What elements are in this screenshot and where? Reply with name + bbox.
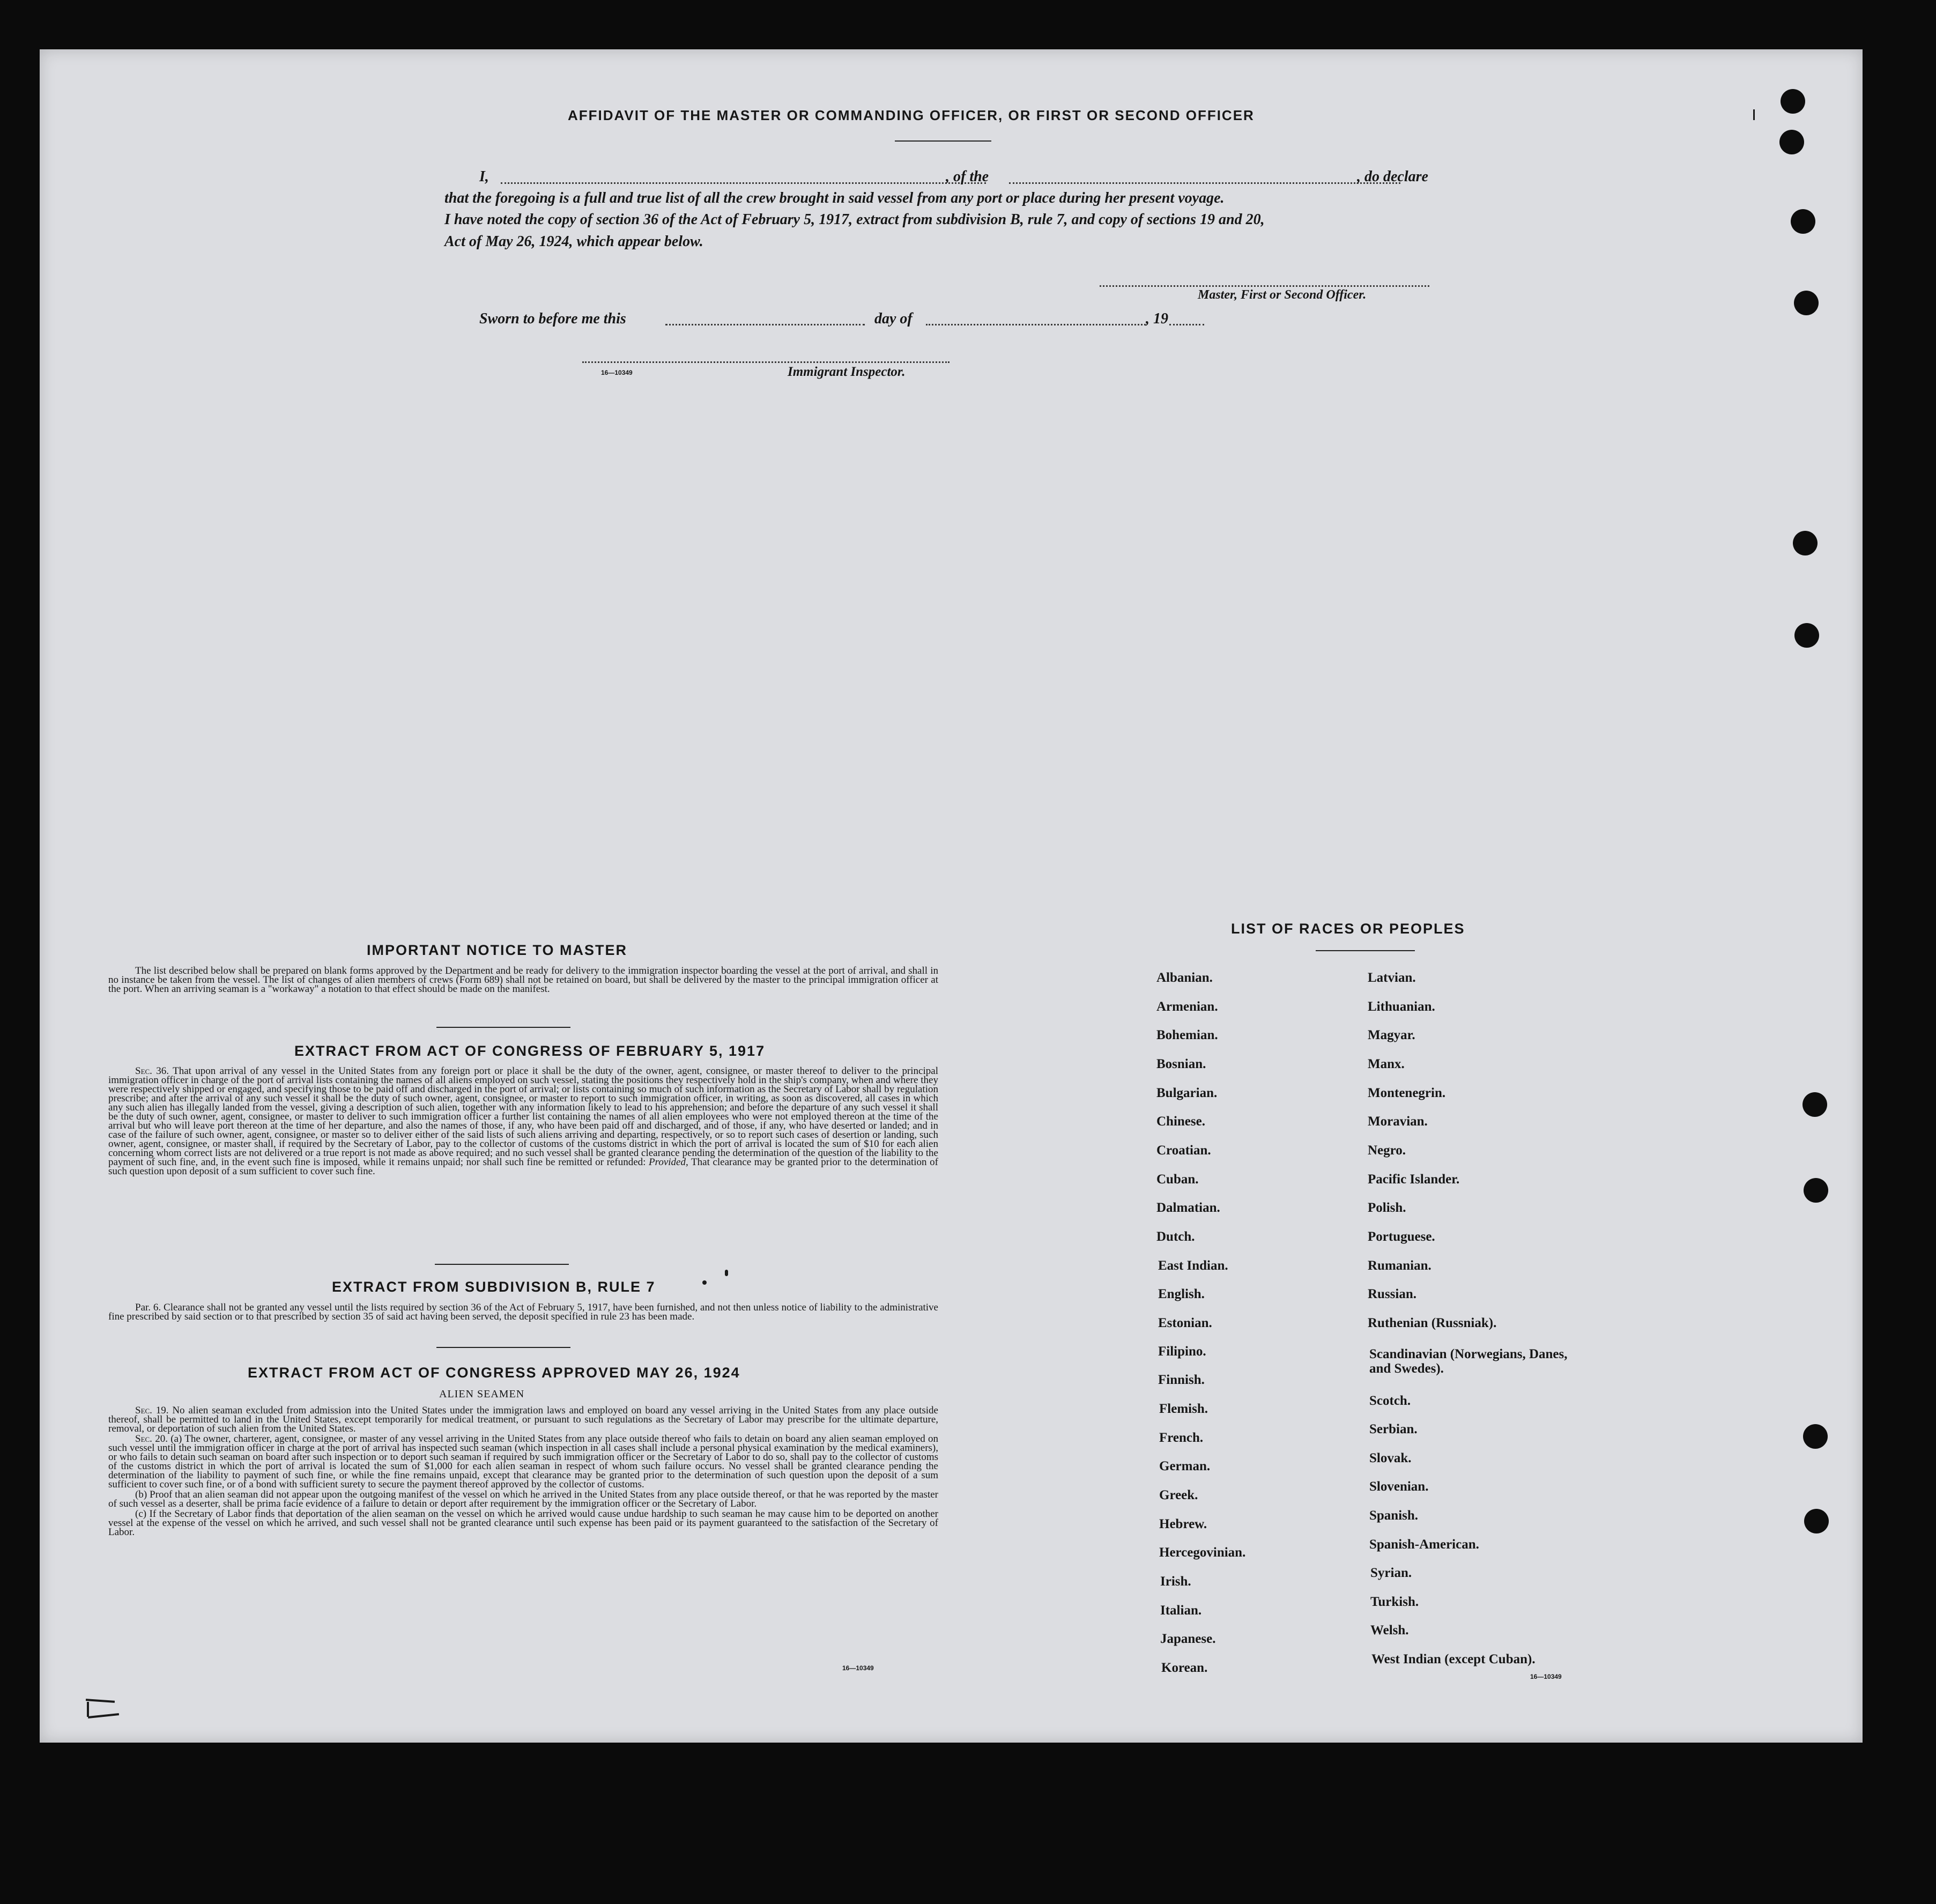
section-label: Sec. 19. [135,1405,169,1416]
sworn-date-blank[interactable] [665,324,865,325]
race-item: Dutch. [1156,1229,1195,1244]
race-item: Italian. [1160,1603,1202,1618]
divider [1316,950,1415,951]
master-signature-label: Master, First or Second Officer. [1198,288,1367,302]
race-item: Turkish. [1370,1595,1419,1609]
inspector-label: Immigrant Inspector. [788,365,906,379]
race-item: Pacific Islander. [1368,1172,1460,1187]
extract-rule7-title: EXTRACT FROM SUBDIVISION B, RULE 7 [332,1279,656,1295]
section-36-text: That upon arrival of any vessel in the United States from any foreign port or place it shall be the duty of the owner, agent, consignee, or master thereof to deliver to the principal immigration officer in charge of the port of arrival lists containing the names of all aliens employed on such vessel, stating the positions they respectively hold in the ship's company, when and where they were respectively shipped or engaged, and specifying those to be paid off and discharged in the port of arrival; or lists containing so much of such information as the Secretary of Labor shall by regulation prescribe; and after the arrival of any such vessel it shall be the duty of such owner, agent, consignee, or master to report to such immigration officer, in writing, as soon as discovered, all cases in which any such alien has illegally landed from the vessel, giving a description of such alien, together with any information likely to lead to his apprehension; and before the departure of any such vessel it shall be the duty of such owner, agent, consignee, or master to deliver to such immigration officer a further list containing the names of all alien employees who were not employed thereon at the time of the arrival but who will leave port thereon at the time of her departure, and also the names of those, if any, who have been paid off and discharged, and of those, if any, who have deserted or landed; and in case of the failure of such owner, agent, consignee, or master so to deliver either of the said lists of such aliens arriving and departing, respectively, or so to report such cases of desertion or landing, such owner, agent, consignee, or master shall, if required by the Secretary of Labor, pay to the collector of customs of the customs district in which the port of arrival is located the sum of $10 for each alien concerning whom correct lists are not delivered or a true report is not made as above required; and no such vessel shall be granted clearance pending the determination of the question of the liability to the payment of such fine, and, in the event such fine is imposed, while it remains unpaid; nor shall such fine be remitted or refunded: [108,1065,938,1168]
declaration-line-4: Act of May 26, 1924, which appear below. [444,233,703,250]
race-item: Flemish. [1159,1402,1208,1416]
section-label: Sec. 36. [135,1065,169,1077]
race-item: Irish. [1160,1574,1191,1589]
race-item: Hercegovinian. [1159,1545,1246,1560]
race-item: Bohemian. [1156,1028,1218,1042]
race-item: Polish. [1368,1201,1406,1215]
declaration-line-3: I have noted the copy of section 36 of the Act of February 5, 1917, extract from subdivision B, rule 7, and copy of sections 19 and 20, [444,211,1265,228]
race-item: Albanian. [1156,970,1213,985]
race-item: Japanese. [1160,1632,1216,1646]
alien-seamen-subtitle: ALIEN SEAMEN [439,1388,525,1400]
race-item: Portuguese. [1368,1229,1435,1244]
proviso-text: That clearance may be granted prior to the determination of such question upon deposit of a sum sufficient to cover such fine. [108,1157,938,1177]
ink-spot [725,1270,728,1276]
declaration-of-the: , of the [946,168,989,185]
race-item: Serbian. [1369,1422,1418,1436]
affidavit-title: AFFIDAVIT OF THE MASTER OR COMMANDING OFFICER, OR FIRST OR SECOND OFFICER [568,107,1255,123]
sworn-year-blank[interactable] [1169,324,1204,325]
race-item: West Indian (except Cuban). [1371,1652,1536,1666]
race-item: Dalmatian. [1156,1201,1220,1215]
handwritten-mark [86,1699,115,1703]
divider [435,1264,569,1265]
race-item: Moravian. [1368,1114,1428,1129]
notice-title: IMPORTANT NOTICE TO MASTER [367,942,627,958]
section-20b-text: (b) Proof that an alien seaman did not appear upon the outgoing manifest of the vessel on which he arrived in the United States from any place outside thereof, or that he was reported by the master of such vessel as a deserter, shall be prima facie evidence of a failure to detain or deport after requirement by the immigration officer or the Secretary of Labor. [108,1489,938,1509]
race-item: Syrian. [1370,1566,1412,1580]
rule7-paragraph: Par. 6. Clearance shall not be granted any vessel until the lists required by section 36 of the Act of February 5, 1917, have been furnished, and not then unless notice of liability to the administrative fine prescribed by said section or to that prescribed by section 35 of said act having been served, the deposit specified in rule 23 has been made. [108,1302,938,1322]
race-item: Armenian. [1156,999,1218,1014]
race-item: Finnish. [1158,1373,1205,1387]
declaration-line-2: that the foregoing is a full and true list of all the crew brought in said vessel from any port or place during her present voyage. [444,190,1225,206]
race-item: Korean. [1161,1661,1208,1675]
sworn-day-of: day of [874,310,913,327]
race-item: Greek. [1159,1488,1198,1502]
extract-1924-title: EXTRACT FROM ACT OF CONGRESS APPROVED MAY 26, 1924 [248,1365,740,1381]
sworn-month-blank[interactable] [926,324,1146,325]
punch-hole [1804,1509,1829,1533]
race-item: Montenegrin. [1368,1086,1446,1100]
race-item: Bosnian. [1156,1057,1206,1071]
race-item: French. [1159,1431,1204,1445]
notice-text [108,966,938,995]
vessel-name-blank[interactable] [1009,182,1400,184]
master-name-blank[interactable] [501,182,986,184]
race-item: Rumanian. [1368,1258,1431,1273]
extract-1924-text [108,1406,938,1538]
punch-hole [1781,89,1805,114]
inspector-signature-line[interactable] [582,361,950,363]
punch-hole [1803,1092,1827,1117]
sworn-year: , 19 [1146,310,1168,327]
form-number: 16—10349 [1530,1673,1562,1680]
race-item: Negro. [1368,1143,1406,1158]
handwritten-mark [87,1702,89,1717]
extract-1917-text [108,1066,938,1177]
race-item: Scandinavian (Norwegians, Danes, and Swedes). [1369,1347,1568,1376]
race-item: Estonian. [1158,1316,1212,1330]
section-20c-text: (c) If the Secretary of Labor finds that deportation of the alien seaman on the vessel on which he arrived would cause undue hardship to such seaman he may cause him to be deported on another vessel at the expense of the vessel on which he arrived, and such vessel shall not be granted clearance until such expense has been paid or its payment guaranteed to the satisfaction of the Secretary of Labor. [108,1508,938,1538]
race-item: Slovak. [1369,1451,1412,1465]
race-item: East Indian. [1158,1258,1228,1273]
race-item: Hebrew. [1159,1517,1207,1531]
race-item: Ruthenian (Russniak). [1368,1316,1497,1330]
race-item: Spanish. [1369,1508,1419,1523]
declaration-i: I, [479,168,489,185]
race-item: Cuban. [1156,1172,1199,1187]
punch-hole [1803,1424,1828,1449]
race-item: Welsh. [1370,1623,1409,1638]
divider [436,1027,570,1028]
race-item: Spanish-American. [1369,1537,1479,1552]
extract-rule7-text [108,1303,938,1322]
punch-hole [1793,531,1818,555]
page-mark [1753,109,1755,120]
extract-1917-title: EXTRACT FROM ACT OF CONGRESS OF FEBRUARY 5, 1917 [294,1043,766,1059]
race-item: Croatian. [1156,1143,1211,1158]
notice-paragraph: The list described below shall be prepared on blank forms approved by the Department and be ready for delivery to the immigration inspector boarding the vessel at the port of arrival, and shall in no instance be taken from the vessel. The list of changes of alien members of crews (Form 689) shall not be retained on board, but shall be delivered by the master to the principal immigration officer at the port. When an arriving seaman is a "workaway" a notation to that effect should be made on the manifest. [108,965,938,995]
race-item: English. [1158,1287,1205,1301]
race-item: Chinese. [1156,1114,1205,1129]
races-title: LIST OF RACES OR PEOPLES [1231,921,1465,937]
punch-hole [1794,623,1819,648]
section-20a-text: (a) The owner, charterer, agent, consignee, or master of any vessel arriving in the United States from any place outside thereof who fails to detain on board any alien seaman employed on such vessel until the immigration officer in charge at the port of arrival has inspected such seaman (which inspection in all cases shall include a personal physical examination by the medical examiners), or who fails to detain such seaman on board after such inspection or to deport such seaman if required by such immigration officer or the Secretary of Labor to do so, shall pay to the collector of customs of the customs district in which the port of arrival is located the sum of $1,000 for each alien seaman in respect of whom such failure occurs. No vessel shall be granted clearance pending the determination of the liability to payment of such fine, or while the fine remains unpaid, except that clearance may be granted prior to the determination of such question upon the deposit of a sum sufficient to cover such fine, or of a bond with sufficient surety to secure the payment thereof approved by the collector of customs. [108,1433,939,1490]
master-signature-line[interactable] [1100,285,1429,287]
sworn-prefix: Sworn to before me this [479,310,626,327]
race-item: Manx. [1368,1057,1405,1071]
document-page [40,49,1863,1743]
ink-spot [702,1280,707,1285]
divider [895,140,991,142]
section-19-text: No alien seaman excluded from admission into the United States under the immigration laws and employed on board any vessel arriving in the United States from any place outside thereof, shall be permitted to land in the United States, except temporarily for medical treatment, or pursuant to such regulations as the Secretary of Labor may prescribe for the ultimate departure, removal, or deportation of such alien from the United States. [108,1405,938,1434]
punch-hole [1804,1178,1828,1203]
declaration-do-declare: , do declare [1357,168,1428,185]
form-number: 16—10349 [601,369,633,376]
race-item: Latvian. [1368,970,1416,985]
section-label: Sec. 20. [135,1433,168,1444]
form-number: 16—10349 [842,1664,874,1672]
race-item: Filipino. [1158,1344,1206,1359]
handwritten-mark [88,1713,119,1718]
punch-hole [1791,209,1815,234]
race-item: Magyar. [1368,1028,1415,1042]
race-item: Scotch. [1369,1394,1411,1408]
race-item: Lithuanian. [1368,999,1435,1014]
divider [436,1347,570,1348]
proviso-label: Provided, [649,1157,688,1168]
race-item: Slovenian. [1369,1479,1429,1494]
race-item: Bulgarian. [1156,1086,1218,1100]
race-item: German. [1159,1459,1211,1473]
punch-hole [1779,130,1804,154]
race-item: Russian. [1368,1287,1417,1301]
punch-hole [1794,291,1819,315]
